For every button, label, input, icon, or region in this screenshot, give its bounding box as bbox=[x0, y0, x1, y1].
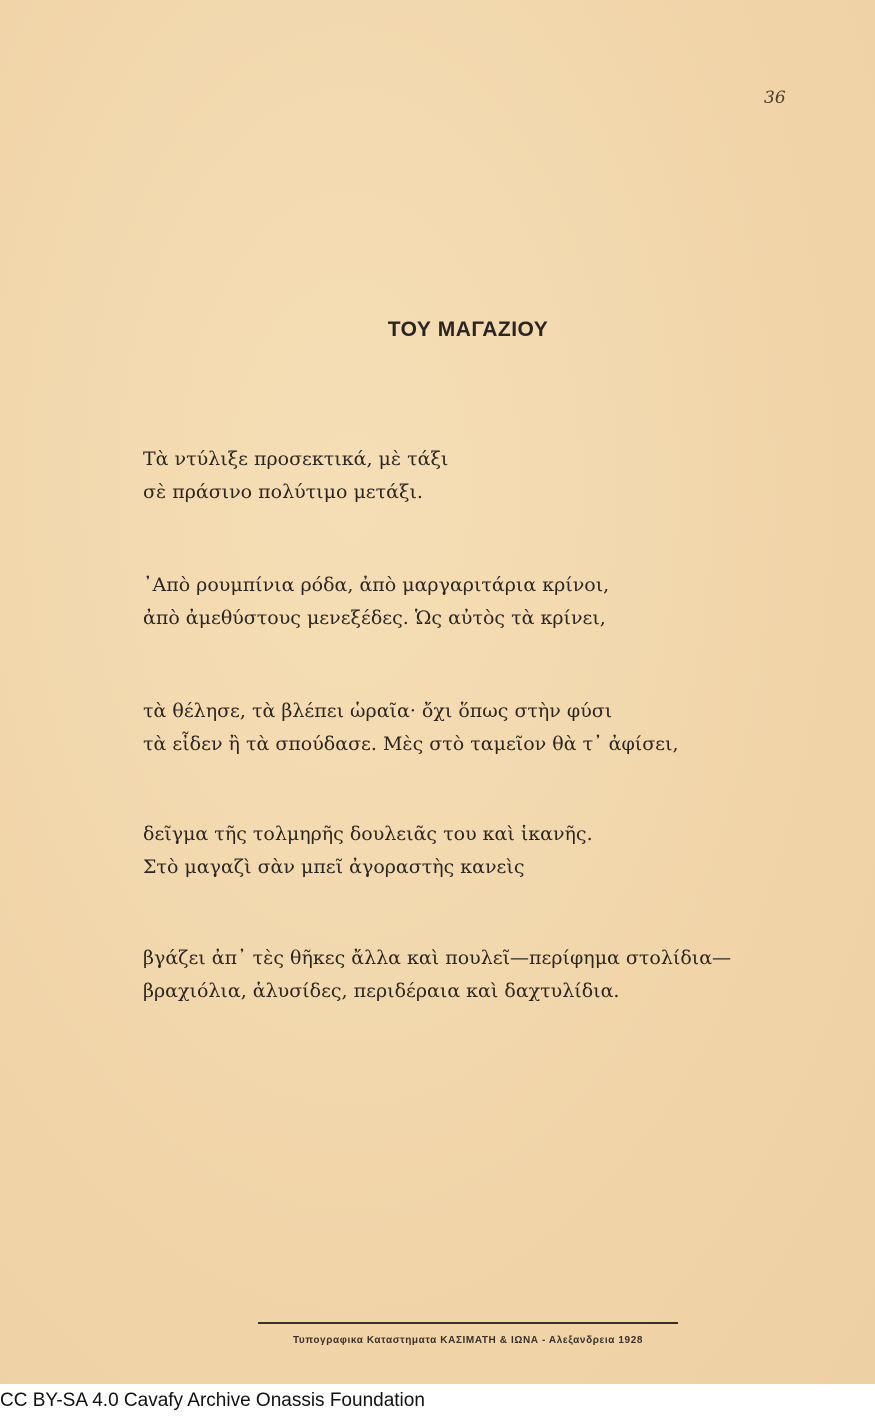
poem-line: Τὰ ντύλιξε προσεκτικά, μὲ τάξι bbox=[143, 448, 449, 470]
poem-line: Στὸ μαγαζὶ σὰν μπεῖ ἀγοραστὴς κανεὶς bbox=[143, 856, 525, 878]
poem-line: τὰ εἶδεν ἢ τὰ σπούδασε. Μὲς στὸ ταμεῖον θὰ τ᾿ ἀφίσει, bbox=[143, 733, 679, 755]
poem-title: ΤΟΥ ΜΑΓΑΖΙΟΥ bbox=[387, 318, 549, 341]
printer-imprint: Τυπογραφικα Καταστηματα ΚΑΣΙΜΑΤΗ & ΙΩΝΑ - Αλεξανδρεια 1928 bbox=[292, 1335, 644, 1346]
page-number: 36 bbox=[764, 88, 786, 108]
stanza-1 bbox=[143, 443, 448, 509]
license-credit: CC BY-SA 4.0 Cavafy Archive Onassis Foundation bbox=[0, 1390, 425, 1411]
poem-line: ἀπὸ ἀμεθύστους μενεξέδες. Ὡς αὐτὸς τὰ κρίνει, bbox=[143, 607, 606, 629]
poem-line: τὰ θέλησε, τὰ βλέπει ὡραῖα· ὄχι ὅπως στὴν φύσι bbox=[143, 700, 613, 722]
poem-line: βραχιόλια, ἁλυσίδες, περιδέραια καὶ δαχτυλίδια. bbox=[143, 980, 620, 1002]
footer-rule bbox=[258, 1322, 678, 1324]
poem-line: δεῖγμα τῆς τολμηρῆς δουλειᾶς του καὶ ἱκανῆς. bbox=[143, 823, 593, 845]
stanza-5 bbox=[143, 942, 731, 1008]
poem-line: βγάζει ἀπ᾿ τὲς θῆκες ἄλλα καὶ πουλεῖ—περίφημα στολίδια— bbox=[143, 947, 732, 969]
stanza-4 bbox=[143, 818, 593, 884]
poem-line: ᾿Απὸ ρουμπίνια ρόδα, ἀπὸ μαργαριτάρια κρίνοι, bbox=[143, 574, 610, 596]
poem-line: σὲ πράσινο πολύτιμο μετάξι. bbox=[143, 481, 423, 503]
stanza-3 bbox=[143, 695, 679, 761]
stanza-2 bbox=[143, 569, 609, 635]
